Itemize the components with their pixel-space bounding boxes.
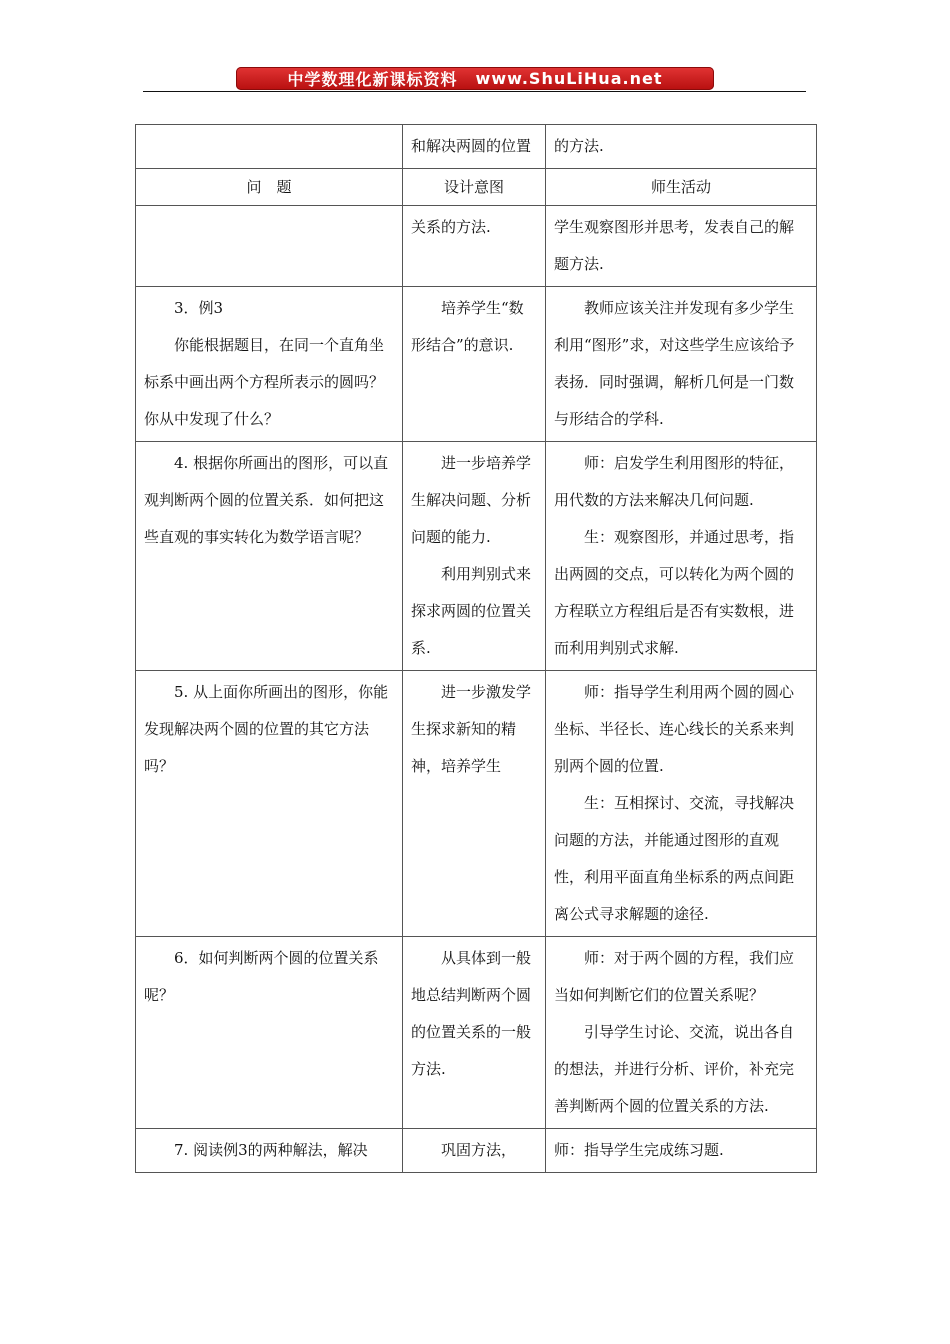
- intent-cell: 进一步激发学生探求新知的精神，培养学生: [403, 671, 546, 937]
- intent-cell: 培养学生“数形结合”的意识.: [403, 287, 546, 442]
- question-cell: [136, 206, 403, 287]
- question-cell: [136, 125, 403, 169]
- question-cell: 5. 从上面你所画出的图形，你能发现解决两个圆的位置的其它方法吗？: [136, 671, 403, 937]
- banner-title: 中学数理化新课标资料: [287, 70, 458, 89]
- table-row: [136, 937, 817, 1129]
- column-header-intent: 设计意图: [403, 169, 546, 206]
- question-cell: 7. 阅读例3的两种解法，解决: [136, 1129, 403, 1173]
- table-header-row: [136, 169, 817, 206]
- activity-cell: 教师应该关注并发现有多少学生利用“图形”求，对这些学生应该给予表扬．同时强调，解析几何是一门数与形结合的学科.: [546, 287, 817, 442]
- activity-cell: 师：指导学生利用两个圆的圆心坐标、半径长、连心线长的关系来判别两个圆的位置. 生：互相探讨、交流，寻找解决问题的方法，并能通过图形的直观性，利用平面直角坐标系的两点间距离公式寻求解题的途径.: [546, 671, 817, 937]
- table-row: [136, 206, 817, 287]
- table-row: [136, 1129, 817, 1173]
- table-row: [136, 442, 817, 671]
- question-cell: 4. 根据你所画出的图形，可以直观判断两个圆的位置关系．如何把这些直观的事实转化为数学语言呢？: [136, 442, 403, 671]
- column-header-question: 问 题: [136, 169, 403, 206]
- intent-cell: 巩固方法，: [403, 1129, 546, 1173]
- activity-cell: 师：对于两个圆的方程，我们应当如何判断它们的位置关系呢？ 引导学生讨论、交流，说出各自的想法，并进行分析、评价，补充完善判断两个圆的位置关系的方法.: [546, 937, 817, 1129]
- lesson-table: [135, 124, 817, 1173]
- banner-url: www.ShuLiHua.net: [475, 69, 663, 88]
- example-title: 3．例3: [174, 299, 224, 317]
- header-rule: [143, 91, 806, 92]
- table-row: [136, 671, 817, 937]
- table-row: [136, 287, 817, 442]
- activity-cell: 学生观察图形并思考，发表自己的解题方法.: [546, 206, 817, 287]
- intent-cell: 关系的方法.: [403, 206, 546, 287]
- column-header-activity: 师生活动: [546, 169, 817, 206]
- question-cell: 6．如何判断两个圆的位置关系呢？: [136, 937, 403, 1129]
- activity-cell: 的方法.: [546, 125, 817, 169]
- intent-cell: 和解决两圆的位置: [403, 125, 546, 169]
- table-row: [136, 125, 817, 169]
- intent-cell: 从具体到一般地总结判断两个圆的位置关系的一般方法.: [403, 937, 546, 1129]
- header-banner: [236, 67, 714, 90]
- activity-cell: 师：启发学生利用图形的特征，用代数的方法来解决几何问题. 生：观察图形，并通过思考，指出两圆的交点，可以转化为两个圆的方程联立方程组后是否有实数根，进而利用判别式求解.: [546, 442, 817, 671]
- question-cell: 3．例3 你能根据题目，在同一个直角坐标系中画出两个方程所表示的圆吗？你从中发现了什么？: [136, 287, 403, 442]
- intent-cell: 进一步培养学生解决问题、分析问题的能力. 利用判别式来探求两圆的位置关系.: [403, 442, 546, 671]
- activity-cell: 师：指导学生完成练习题.: [546, 1129, 817, 1173]
